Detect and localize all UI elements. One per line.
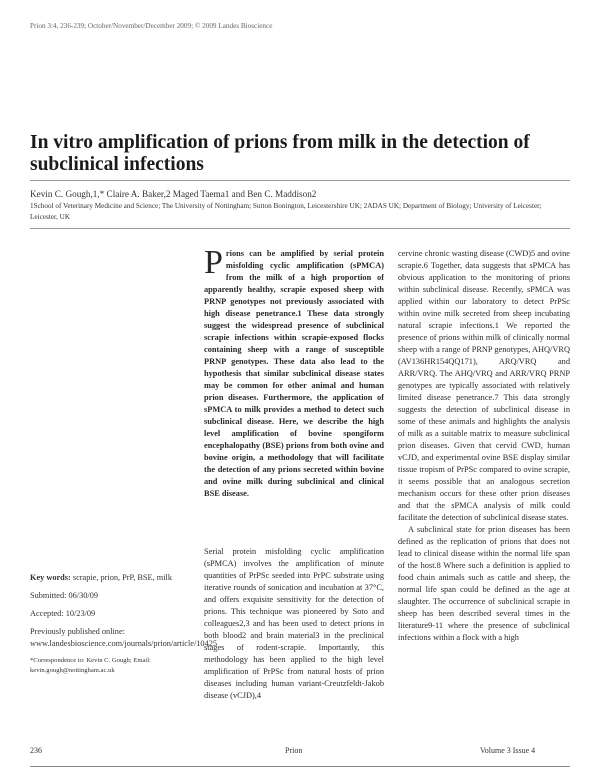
title-divider [30, 180, 570, 181]
keywords [30, 572, 190, 584]
article-title: In vitro amplification of prions from milk in the detection of subclinical infections [30, 132, 530, 175]
keywords-label: Key words: [30, 573, 71, 582]
abstract-dropcap: P [204, 244, 223, 281]
submitted-date: Submitted: 06/30/09 [30, 591, 98, 600]
affiliations: 1School of Veterinary Medicine and Science; The University of Nottingham; Sutton Bonington, Leicestershire UK; 2ADAS UK; Department of Biology; University of Leicester; Leicester, UK [30, 202, 542, 221]
body-paragraph: Serial protein misfolding cyclic amplification (sPMCA) involves the amplification of minute quantities of PrPSc seeded into PrPC substrate using iterative rounds of sonication and incubation at 37°C, and offers exquisite sensitivity for the detection of prions. This technique was pioneered by Soto and colleagues2,3 and has been used to detect prions in both blood2 and brain material3 in the preclinical stages of rodent-scrapie. Importantly, this methodology has been applied to the high level amplification of PrPSc from natural hosts of prion diseases including human variant-Creutzfeldt-Jakob disease (vCJD),4 [204, 547, 384, 700]
abstract-text: rions can be amplified by serial protein misfolding cyclic amplification (sPMCA) from the milk of a high proportion of apparently healthy, scrapie exposed sheep with PRNP genotypes not previously associated with high disease penetrance.1 These data strongly suggest the widespread presence of subclinical scrapie infections within scrapie-exposed flocks containing sheep with a range of susceptible PRNP genotypes. These data also lead to the hypothesis that similar subclinical disease states may be common for other animal and human prion diseases. Furthermore, the application of sPMCA to milk provides a method to detect such subclinical disease. Here, we describe the high level amplification of bovine spongiform encephalopathy (BSE) prions from both ovine and bovine origin, a methodology that will facilitate the detection of any prions secreted within bovine and ovine milk during subclinical and clinical BSE disease. [204, 249, 384, 498]
body-column-left [204, 546, 384, 702]
abstract [204, 244, 384, 500]
body-paragraph: A subclinical state for prion diseases has been defined as the replication of prions that does not lead to clinical disease within the normal life span of the host.8 Where such a definition is applied to food chain animals such as cattle and sheep, the normal life span could be defined as the age at slaughter. The occurrence of subclinical scrapie in sheep has been described several times in the literature9-11 where the presence of subclinical infections within a flock with a high [398, 525, 570, 642]
correspondence: *Correspondence to: Kevin C. Gough; Email: kevin.gough@nottingham.ac.uk [30, 657, 151, 674]
keywords-list: scrapie, prion, PrP, BSE, milk [72, 573, 172, 582]
footer-volume: Volume 3 Issue 4 [480, 746, 536, 755]
footer-divider [30, 766, 570, 767]
footer-journal: Prion [285, 746, 303, 755]
accepted-date: Accepted: 10/23/09 [30, 609, 96, 618]
affiliation-divider [30, 228, 570, 229]
journal-citation-line: Prion 3:4, 236-239; October/November/December 2009; © 2009 Landes Bioscience [30, 22, 273, 30]
page-number: 236 [30, 746, 42, 755]
body-paragraph: cervine chronic wasting disease (CWD)5 and ovine scrapie.6 Together, data suggests that sPMCA has obvious application to the monitoring of prions within subclinical disease. Recently, sPMCA was applied within our laboratory to detect PrPSc within ovine milk secreted from sheep incubating natural scrapie infections.1 We reported the presence of prions within milk of clinically normal sheep with a range of PRNP genotypes, AHQ/VRQ (AV136HR154QQ171), ARQ/VRQ and ARR/VRQ. The AHQ/VRQ and ARR/VRQ PRNP genotypes are typically associated with relatively limited disease penetrance.7 This data strongly suggests the detection of subclinical disease in some of these animals and highlights the analysis of milk as a suitable matrix to measure subclinical prion diseases. Given that cervid CWD, human vCJD, and experimental ovine BSE display similar tissue tropism of PrPSc compared to ovine scrapie, it seems possible that an analogous secretion mechanism occurs for these other prion diseases and that the sPMCA analysis of milk could facilitate the detection of subclinical disease states. [398, 249, 570, 522]
body-column-right [398, 248, 570, 644]
author-list: Kevin C. Gough,1,* Claire A. Baker,2 Maged Taema1 and Ben C. Maddison2 [30, 189, 317, 199]
published-online: Previously published online: www.landesbioscience.com/journals/prion/article/10425 [30, 627, 218, 648]
article-info-sidebar [30, 572, 218, 682]
